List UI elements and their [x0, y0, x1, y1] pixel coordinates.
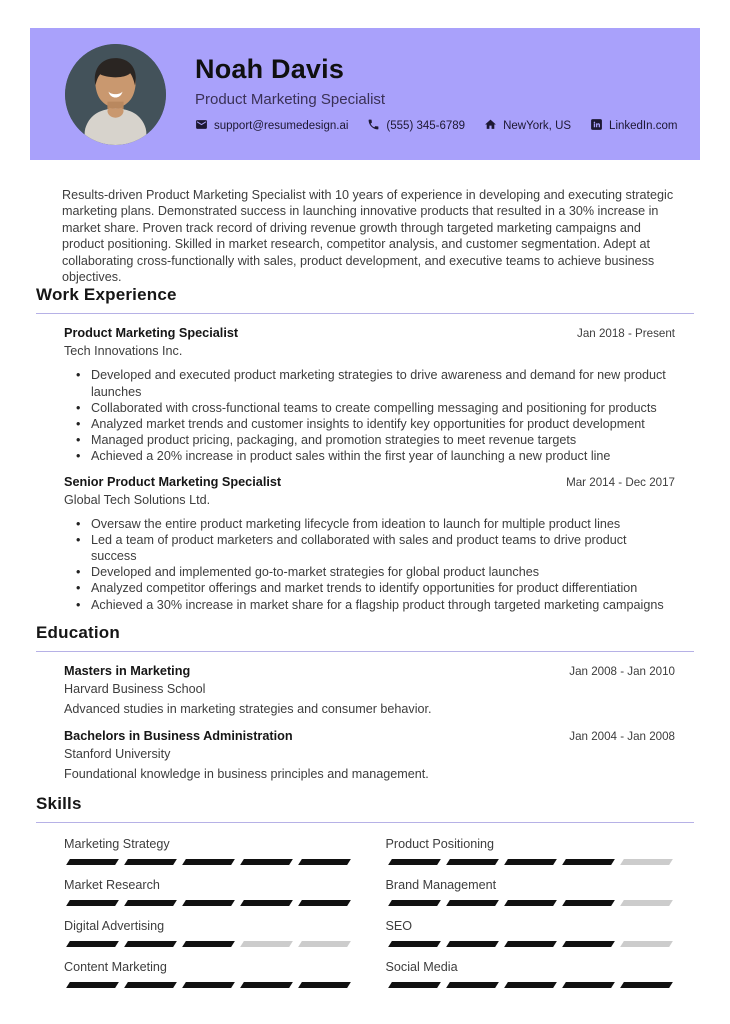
section-divider	[36, 313, 694, 314]
job-bullet: • Achieved a 20% increase in product sales within the first year of launching a new product line	[76, 448, 675, 464]
skill-level-segment	[504, 900, 557, 906]
skill-level-segment	[388, 859, 441, 865]
skill-level-segment	[504, 859, 557, 865]
skill-level-segment	[562, 941, 615, 947]
skill-name: Market Research	[64, 877, 160, 892]
skill-level-segment	[562, 982, 615, 988]
skill-name: Brand Management	[385, 877, 497, 892]
skill-level-segment	[182, 941, 235, 947]
job-dates: Mar 2014 - Dec 2017	[566, 475, 675, 489]
job-bullet: • Analyzed competitor offerings and market trends to identify opportunities for product differentiation	[76, 580, 675, 596]
contact-item	[484, 118, 571, 134]
job-bullet: • Collaborated with cross-functional teams to create compelling messaging and positioning for products	[76, 400, 675, 416]
job-company: Global Tech Solutions Ltd.	[64, 492, 211, 507]
skill-level-segment	[240, 859, 293, 865]
section-work-experience	[36, 285, 694, 612]
education-description: Advanced studies in marketing strategies and consumer behavior.	[64, 701, 432, 716]
education-entries	[64, 664, 675, 781]
resume-header	[30, 28, 700, 160]
job-entry-header	[64, 475, 675, 489]
linkedin-icon	[590, 118, 603, 134]
job-entry-header	[64, 326, 675, 340]
job-entry	[64, 326, 675, 464]
skill-level-segment	[388, 941, 441, 947]
education-dates: Jan 2004 - Jan 2008	[569, 729, 675, 743]
person-job-title: Product Marketing Specialist	[195, 91, 386, 108]
skill-level-segment	[504, 941, 557, 947]
job-bullet-list	[76, 516, 675, 613]
job-bullet: • Oversaw the entire product marketing lifecycle from ideation to launch for multiple product lines	[76, 516, 675, 532]
education-entry	[64, 729, 675, 781]
skill-level-segment	[562, 859, 615, 865]
skill-level-segment	[66, 900, 119, 906]
skill-level-bar	[64, 941, 354, 947]
section-skills	[36, 794, 694, 1001]
skills-title: Skills	[36, 793, 82, 813]
skill-level-segment	[562, 900, 615, 906]
skill-level-segment	[620, 982, 673, 988]
skill-level-bar	[386, 900, 676, 906]
education-dates: Jan 2008 - Jan 2010	[569, 664, 675, 678]
email-icon	[195, 118, 208, 134]
skill-item	[386, 878, 676, 906]
job-entries	[64, 326, 675, 612]
skill-level-segment	[124, 941, 177, 947]
person-name: Noah Davis	[195, 54, 345, 84]
job-dates: Jan 2018 - Present	[577, 327, 675, 341]
skill-level-bar	[64, 900, 354, 906]
profile-photo	[65, 44, 166, 145]
skill-item	[64, 919, 354, 947]
section-divider	[36, 651, 694, 652]
phone-icon	[367, 118, 380, 134]
skill-level-bar	[386, 941, 676, 947]
skill-level-segment	[66, 982, 119, 988]
skill-level-segment	[446, 941, 499, 947]
skill-level-segment	[388, 982, 441, 988]
summary-paragraph: Results-driven Product Marketing Specialist with 10 years of experience in developing and executing strategic marketing plans. Demonstrated success in launching innovative products that resulted in a 30% increase in market share. Proven track record of driving revenue growth through targeted marketing campaigns and product positioning. Skilled in market research, competitor analysis, and customer segmentation. Adept at collaborating cross-functionally with sales, product development, and executive teams to achieve business objectives.	[62, 188, 674, 285]
job-company: Tech Innovations Inc.	[64, 344, 183, 359]
skill-level-segment	[240, 900, 293, 906]
header-text	[195, 54, 677, 134]
job-bullet: • Led a team of product marketers and collaborated with sales and product teams to drive product success	[76, 532, 675, 564]
work-experience-title: Work Experience	[36, 285, 177, 305]
job-bullet: • Developed and executed product marketing strategies to drive awareness and demand for new product launches	[76, 367, 675, 399]
contact-text: (555) 345-6789	[386, 120, 466, 132]
education-title: Education	[36, 622, 120, 642]
skill-level-bar	[386, 982, 676, 988]
skills-grid	[64, 837, 675, 1001]
skill-level-bar	[64, 982, 354, 988]
contact-item	[195, 118, 348, 134]
section-education	[36, 623, 694, 781]
contact-text: support@resumedesign.ai	[214, 120, 349, 132]
skill-level-segment	[388, 900, 441, 906]
skill-level-segment	[620, 859, 673, 865]
contact-item	[367, 118, 465, 134]
skill-name: Social Media	[385, 959, 458, 974]
skill-level-segment	[299, 982, 352, 988]
skill-level-segment	[299, 941, 352, 947]
job-bullet: • Developed and implemented go-to-market strategies for global product launches	[76, 564, 675, 580]
skill-item	[386, 960, 676, 988]
skill-name: SEO	[385, 918, 413, 933]
job-title: Senior Product Marketing Specialist	[64, 474, 282, 489]
skill-item	[64, 960, 354, 988]
skill-item	[386, 919, 676, 947]
skill-level-segment	[124, 982, 177, 988]
skill-level-segment	[182, 859, 235, 865]
skill-level-segment	[66, 859, 119, 865]
education-description: Foundational knowledge in business principles and management.	[64, 766, 429, 781]
skill-level-segment	[299, 859, 352, 865]
home-icon	[484, 118, 497, 134]
skill-level-segment	[240, 941, 293, 947]
skill-name: Product Positioning	[385, 836, 495, 851]
contact-text: LinkedIn.com	[609, 120, 678, 132]
skill-level-segment	[446, 900, 499, 906]
skill-name: Marketing Strategy	[64, 836, 170, 851]
contact-item	[590, 118, 677, 134]
skill-level-segment	[182, 982, 235, 988]
job-bullet: • Managed product pricing, packaging, and promotion strategies to meet revenue targets	[76, 432, 675, 448]
skill-level-segment	[299, 900, 352, 906]
school-name: Harvard Business School	[64, 681, 206, 696]
school-name: Stanford University	[64, 746, 171, 761]
skill-level-bar	[386, 859, 676, 865]
job-bullet-list	[76, 367, 675, 464]
job-title: Product Marketing Specialist	[64, 326, 239, 341]
education-entry-header	[64, 664, 675, 678]
contact-text: NewYork, US	[503, 120, 572, 132]
education-entry-header	[64, 729, 675, 743]
skill-level-segment	[504, 982, 557, 988]
skill-level-segment	[66, 941, 119, 947]
skill-level-segment	[124, 859, 177, 865]
skill-level-segment	[620, 941, 673, 947]
skill-name: Digital Advertising	[64, 918, 165, 933]
contact-row	[195, 118, 677, 134]
section-divider	[36, 822, 694, 823]
degree-title: Masters in Marketing	[64, 663, 191, 678]
skill-level-segment	[446, 982, 499, 988]
education-entry	[64, 664, 675, 716]
skill-item	[64, 837, 354, 865]
job-entry	[64, 475, 675, 613]
skill-level-segment	[124, 900, 177, 906]
skill-item	[386, 837, 676, 865]
skill-item	[64, 878, 354, 906]
skill-level-segment	[446, 859, 499, 865]
job-bullet: • Analyzed market trends and customer insights to identify key opportunities for product development	[76, 416, 675, 432]
skill-level-segment	[182, 900, 235, 906]
degree-title: Bachelors in Business Administration	[64, 728, 293, 743]
skill-level-segment	[240, 982, 293, 988]
skill-level-segment	[620, 900, 673, 906]
job-bullet: • Achieved a 30% increase in market share for a flagship product through targeted marketing campaigns	[76, 597, 675, 613]
avatar-illustration	[65, 44, 166, 145]
skill-name: Content Marketing	[64, 959, 167, 974]
skill-level-bar	[64, 859, 354, 865]
